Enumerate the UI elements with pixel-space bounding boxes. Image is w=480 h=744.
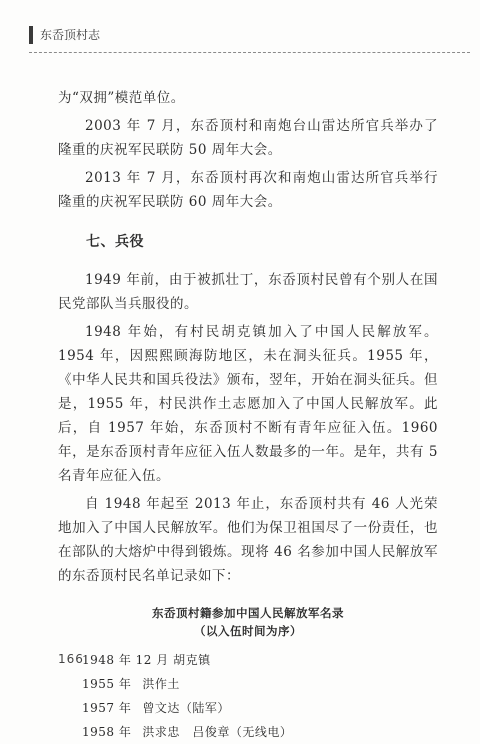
header-dashed-rule xyxy=(29,52,470,53)
header-bar xyxy=(29,26,33,44)
roster-date: 1955 年 xyxy=(82,677,132,691)
roster-names: 洪作土 xyxy=(142,677,180,691)
section-heading: 七、兵役 xyxy=(86,234,144,250)
roster-row xyxy=(82,672,438,696)
paragraph-2003: 2003 年 7 月，东岙顶村和南炮台山雷达所官兵举办了隆重的庆祝军民联防 50 周年大会。 xyxy=(58,118,438,158)
paragraph-1948-start: 1948 年始，有村民胡克镇加入了中国人民解放军。1954 年，因熙熙顾海防地区，未在洞头征兵。1955 年，《中华人民共和国兵役法》颁布，翌年，开始在洞头征兵。但是，1955 年，村民洪作土志愿加入了中国人民解放军。此后，自 1957 年始，东岙顶村不断有青年应征入伍。1960 年，是东岙顶村青年应征入伍人数最多的一年。是年，共有 5 名青年应征入伍。 xyxy=(58,324,438,484)
roster-row xyxy=(82,648,438,672)
paragraph-pre-1949: 1949 年前，由于被抓壮丁，东岙顶村民曾有个别人在国民党部队当兵服役的。 xyxy=(58,272,438,312)
paragraph-continuation: 为“双拥”模范单位。 xyxy=(58,90,185,106)
roster-title: 东岙顶村籍参加中国人民解放军名录 xyxy=(152,606,344,620)
page-number: 166 xyxy=(58,652,84,666)
running-header-title: 东岙顶村志 xyxy=(40,28,101,42)
roster-date: 1958 年 xyxy=(82,725,132,739)
roster-date: 1957 年 xyxy=(82,701,132,715)
roster-date: 1948 年 12 月 xyxy=(82,653,169,667)
page-content xyxy=(58,86,438,744)
roster-row xyxy=(82,720,438,744)
roster-row xyxy=(82,696,438,720)
roster-names: 洪求忠 吕俊章（无线电） xyxy=(142,725,293,739)
paragraph-summary: 自 1948 年起至 2013 年止，东岙顶村共有 46 人光荣地加入了中国人民解放军。他们为保卫祖国尽了一份责任，也在部队的大熔炉中得到锻炼。现将 46 名参加中国人民解放军的东岙顶村民名单记录如下： xyxy=(58,496,438,584)
roster-names: 胡克镇 xyxy=(173,653,211,667)
roster-names: 曾文达（陆军） xyxy=(142,701,230,715)
roster-subtitle: （以入伍时间为序） xyxy=(194,624,302,638)
roster-list xyxy=(58,648,438,744)
paragraph-2013: 2013 年 7 月，东岙顶村再次和南炮山雷达所官兵举行隆重的庆祝军民联防 60 周年大会。 xyxy=(58,170,438,210)
